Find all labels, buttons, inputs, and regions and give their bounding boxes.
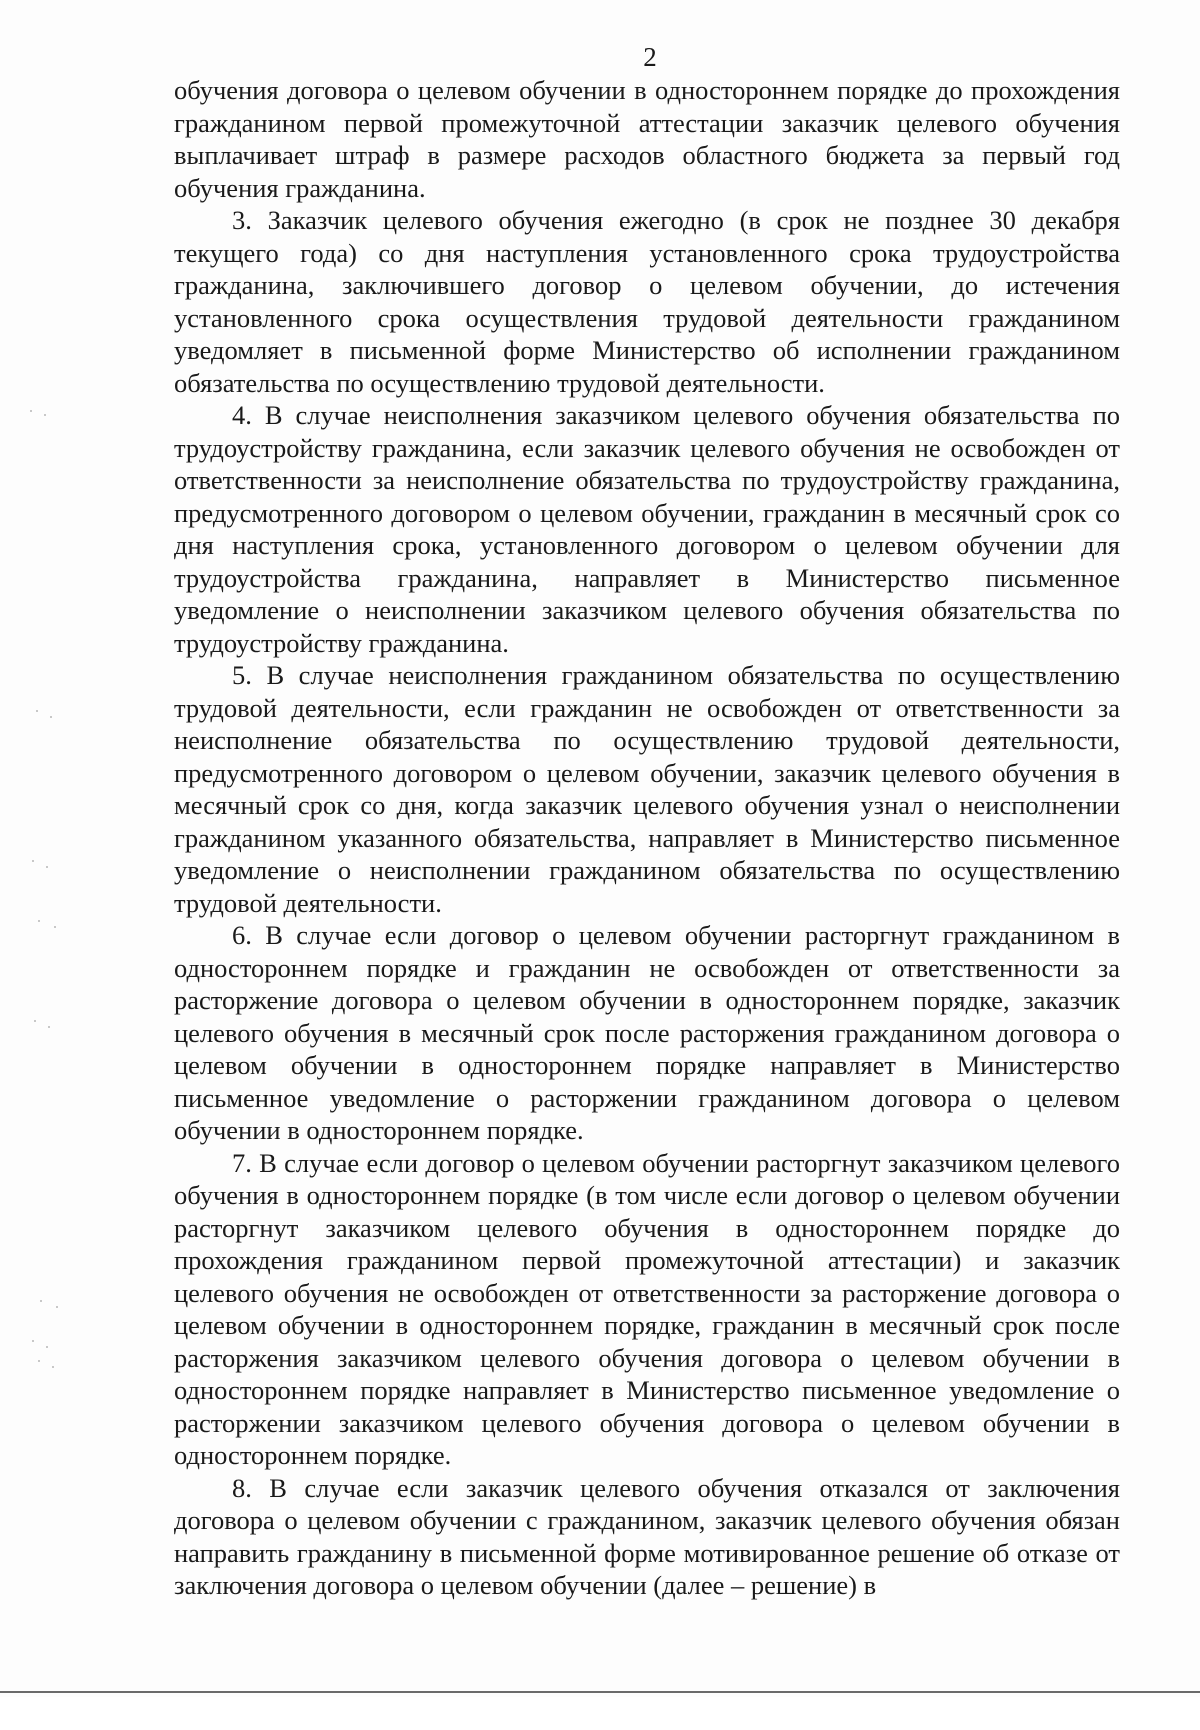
- paragraph-8: 8. В случае если заказчик целевого обучения отказался от заключения договора о целевом обучении с гражданином, заказчик целевого обучения обязан направить гражданину в письменной форме мотивированное решение об отказе от заключения договора о целевом обучении (далее – решение) в: [174, 1472, 1120, 1600]
- document-body: [174, 74, 1120, 1602]
- scan-bottom-edge: [0, 1691, 1200, 1693]
- page-number: 2: [643, 42, 657, 72]
- scan-edge-marks: [20, 380, 80, 1730]
- paragraph-continuation: обучения договора о целевом обучении в одностороннем порядке до прохождения гражданином первой промежуточной аттестации заказчик целевого обучения выплачивает штраф в размере расходов областного бюджета за первый год обучения гражданина.: [174, 75, 1120, 203]
- paragraph-7: 7. В случае если договор о целевом обучении расторгнут заказчиком целевого обучения в одностороннем порядке (в том числе если договор о целевом обучении расторгнут заказчиком целевого обучения в одностороннем порядке до прохождения гражданином первой промежуточной аттестации) и заказчик целевого обучения не освобожден от ответственности за расторжение договора о целевом обучении в одностороннем порядке, гражданин в месячный срок после расторжения заказчиком целевого обучения договора о целевом обучении в одностороннем порядке направляет в Министерство письменное уведомление о расторжении заказчиком целевого обучения договора о целевом обучении в одностороннем порядке.: [174, 1147, 1120, 1470]
- paragraph-6: 6. В случае если договор о целевом обучении расторгнут гражданином в одностороннем порядке и гражданин не освобожден от ответственности за расторжение договора о целевом обучении в одностороннем порядке, заказчик целевого обучения в месячный срок после расторжения гражданином договора о целевом обучении в одностороннем порядке направляет в Министерство письменное уведомление о расторжении гражданином договора о целевом обучении в одностороннем порядке.: [174, 920, 1120, 1145]
- paragraph-3: 3. Заказчик целевого обучения ежегодно (в срок не позднее 30 декабря текущего года) со дня наступления установленного срока трудоустройства гражданина, заключившего договор о целевом обучении, до истечения установленного срока осуществления трудовой деятельности гражданином уведомляет в письменной форме Министерство об исполнении гражданином обязательства по осуществлению трудовой деятельности.: [174, 205, 1120, 398]
- paragraph-5: 5. В случае неисполнения гражданином обязательства по осуществлению трудовой деятельности, если гражданин не освобожден от ответственности за неисполнение обязательства по осуществлению трудовой деятельности, предусмотренного договором о целевом обучении, заказчик целевого обучения в месячный срок со дня, когда заказчик целевого обучения узнал о неисполнении гражданином указанного обязательства, направляет в Министерство письменное уведомление о неисполнении гражданином обязательства по осуществлению трудовой деятельности.: [174, 660, 1120, 918]
- paragraph-4: 4. В случае неисполнения заказчиком целевого обучения обязательства по трудоустройству гражданина, если заказчик целевого обучения не освобожден от ответственности за неисполнение обязательства по трудоустройству гражданина, предусмотренного договором о целевом обучении, гражданин в месячный срок со дня наступления срока, установленного договором о целевом обучении для трудоустройства гражданина, направляет в Министерство письменное уведомление о неисполнении заказчиком целевого обучения обязательства по трудоустройству гражданина.: [174, 400, 1120, 658]
